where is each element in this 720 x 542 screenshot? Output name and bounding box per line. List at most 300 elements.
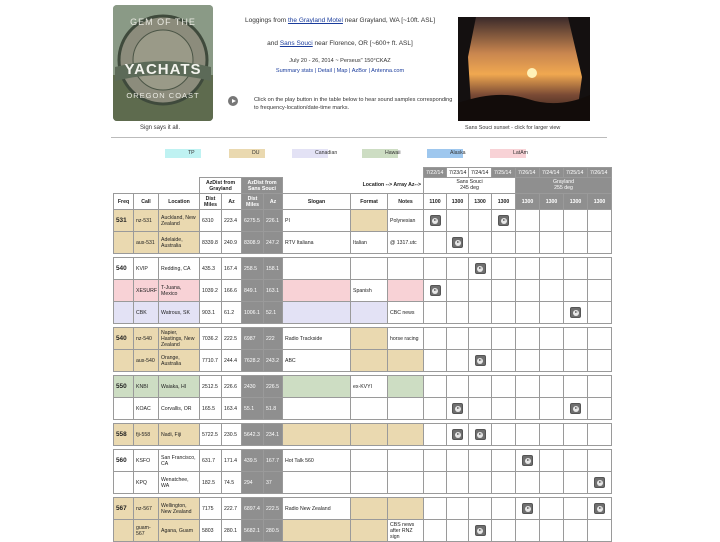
column-header: Call: [134, 194, 159, 210]
cell-slogan: ABC: [283, 350, 351, 372]
cell-play: [540, 498, 564, 520]
cell-play: [540, 424, 564, 446]
cell-play: [540, 280, 564, 302]
cell-a1: 222.5: [222, 328, 242, 350]
play-icon: [501, 218, 507, 224]
cell-play: [424, 350, 447, 372]
table-row: [114, 210, 612, 232]
cell-loc: T-Juana, Mexico: [159, 280, 200, 302]
cell-loc: Agana, Guam: [159, 520, 200, 542]
play-icon: [597, 480, 603, 486]
cell-slogan: [283, 520, 351, 542]
date-header: 7/22/14: [424, 168, 447, 178]
table-row: [114, 280, 612, 302]
grayland-motel-link[interactable]: the Grayland Motel: [288, 17, 343, 24]
cell-d2: 55.1: [242, 398, 264, 420]
cell-freq: 550: [114, 376, 134, 398]
column-header: 1300: [564, 194, 588, 210]
cell-d1: 2512.5: [200, 376, 222, 398]
cell-d1: 8339.8: [200, 232, 222, 254]
play-icon: [477, 528, 483, 534]
play-button[interactable]: [522, 503, 533, 514]
cell-d2: 258.5: [242, 258, 264, 280]
sunset-photo[interactable]: [458, 17, 590, 121]
cell-play: [588, 210, 612, 232]
cell-play: [469, 210, 492, 232]
cell-play: [469, 258, 492, 280]
cell-play: [540, 398, 564, 420]
cell-a1: 222.7: [222, 498, 242, 520]
cell-play: [424, 232, 447, 254]
legend-label: Alaska: [450, 150, 466, 156]
cell-play: [564, 450, 588, 472]
cell-play: [516, 498, 540, 520]
cell-play: [540, 472, 564, 494]
cell-call: guam-567: [134, 520, 159, 542]
cell-freq: 531: [114, 210, 134, 232]
cell-format: [351, 210, 388, 232]
date-header: 7/23/14: [447, 168, 469, 178]
cell-notes: [388, 258, 424, 280]
cell-play: [469, 498, 492, 520]
cell-d1: 5722.5: [200, 424, 222, 446]
column-header: 1300: [469, 194, 492, 210]
cell-play: [516, 424, 540, 446]
cell-play: [516, 520, 540, 542]
cell-slogan: [283, 472, 351, 494]
table-row: [114, 520, 612, 542]
legend-label: Canadian: [315, 150, 338, 156]
cell-play: [447, 424, 469, 446]
play-button[interactable]: [498, 215, 509, 226]
play-button[interactable]: [430, 285, 441, 296]
cell-call: aus-531: [134, 232, 159, 254]
cell-play: [564, 258, 588, 280]
cell-a2: 243.2: [264, 350, 283, 372]
cell-format: [351, 328, 388, 350]
cell-play: [588, 280, 612, 302]
column-header: Notes: [388, 194, 424, 210]
cell-a1: 74.5: [222, 472, 242, 494]
table-row: [114, 376, 612, 398]
cell-d2: 6275.5: [242, 210, 264, 232]
cell-d2: 294: [242, 472, 264, 494]
cell-a2: 37: [264, 472, 283, 494]
cell-d2: 8308.9: [242, 232, 264, 254]
cell-play: [447, 520, 469, 542]
sans-souci-header: [424, 178, 516, 194]
cell-call: KSFO: [134, 450, 159, 472]
cell-play: [447, 376, 469, 398]
cell-format: Spanish: [351, 280, 388, 302]
header-dates: July 20 - 26, 2014 ~ Perseus" 150°CKAZ: [289, 58, 391, 64]
cell-notes: [388, 498, 424, 520]
cell-slogan: RTV Italiana: [283, 232, 351, 254]
cell-format: [351, 498, 388, 520]
cell-call: nz-567: [134, 498, 159, 520]
logo-caption: Sign says it all.: [140, 125, 181, 131]
cell-play: [588, 520, 612, 542]
cell-loc: Napier, Hastings, New Zealand: [159, 328, 200, 350]
cell-freq: 567: [114, 498, 134, 520]
cell-d2: 1006.1: [242, 302, 264, 324]
play-button[interactable]: [475, 525, 486, 536]
header-line-2: [225, 37, 455, 50]
cell-play: [564, 210, 588, 232]
header-nav-links[interactable]: Summary stats | Detail | Map | AzBor | Antenna.com: [275, 68, 405, 74]
column-header: 1300: [516, 194, 540, 210]
column-header: 1300: [540, 194, 564, 210]
cell-slogan: [283, 376, 351, 398]
play-icon: [477, 266, 483, 272]
play-icon: [573, 406, 579, 412]
cell-call: KOAC: [134, 398, 159, 420]
play-icon: [432, 288, 438, 294]
cell-play: [447, 498, 469, 520]
cell-play: [564, 232, 588, 254]
cell-a1: 163.4: [222, 398, 242, 420]
location-array-header: Location --> Array Az-->: [283, 178, 424, 194]
cell-play: [564, 376, 588, 398]
cell-play: [424, 424, 447, 446]
play-hint: [228, 96, 453, 112]
cell-play: [492, 398, 516, 420]
cell-format: [351, 472, 388, 494]
play-button[interactable]: [475, 263, 486, 274]
cell-play: [469, 450, 492, 472]
cell-play: [424, 398, 447, 420]
sans-souci-link[interactable]: Sans Souci: [279, 40, 313, 47]
cell-play: [492, 520, 516, 542]
cell-play: [516, 302, 540, 324]
cell-play: [540, 302, 564, 324]
play-icon: [228, 96, 238, 106]
sunset-caption: Sans Souci sunset - click for larger view: [465, 125, 561, 131]
cell-call: nz-540: [134, 328, 159, 350]
cell-play: [540, 450, 564, 472]
cell-freq: [114, 520, 134, 542]
play-icon: [477, 432, 483, 438]
cell-call: KVIP: [134, 258, 159, 280]
table-row: [114, 302, 612, 324]
cell-notes: [388, 376, 424, 398]
cell-play: [516, 258, 540, 280]
cell-play: [492, 498, 516, 520]
column-header: 1100: [424, 194, 447, 210]
cell-call: XESURF: [134, 280, 159, 302]
cell-freq: 540: [114, 328, 134, 350]
column-header: Location: [159, 194, 200, 210]
cell-play: [516, 472, 540, 494]
cell-slogan: [283, 424, 351, 446]
cell-play: [588, 472, 612, 494]
play-button[interactable]: [452, 429, 463, 440]
cell-play: [516, 280, 540, 302]
column-header: Freq: [114, 194, 134, 210]
table-row: [114, 424, 612, 446]
cell-d1: 182.5: [200, 472, 222, 494]
cell-d2: 5682.1: [242, 520, 264, 542]
cell-play: [588, 232, 612, 254]
cell-play: [492, 376, 516, 398]
cell-a2: 222: [264, 328, 283, 350]
cell-play: [447, 258, 469, 280]
cell-loc: Nadi, Fiji: [159, 424, 200, 446]
cell-format: [351, 350, 388, 372]
cell-play: [564, 424, 588, 446]
cell-play: [492, 258, 516, 280]
header-line-2-prefix: and: [267, 40, 280, 47]
cell-format: [351, 398, 388, 420]
cell-notes: CBS news after RNZ sign: [388, 520, 424, 542]
cell-d2: 2430: [242, 376, 264, 398]
grayland-deg: 255 deg: [554, 184, 573, 191]
cell-slogan: [283, 258, 351, 280]
column-header: Dist Miles: [242, 194, 264, 210]
table-body: [114, 210, 612, 542]
date-header: 7/26/14: [516, 168, 540, 178]
cell-play: [540, 376, 564, 398]
cell-a2: 222.5: [264, 498, 283, 520]
sans-souci-label: Sans Souci: [456, 179, 483, 185]
table-row: [114, 328, 612, 350]
cell-play: [492, 424, 516, 446]
cell-play: [564, 398, 588, 420]
cell-a2: 280.5: [264, 520, 283, 542]
cell-play: [469, 520, 492, 542]
cell-d2: 6897.4: [242, 498, 264, 520]
cell-play: [588, 498, 612, 520]
cell-play: [469, 472, 492, 494]
play-button[interactable]: [570, 403, 581, 414]
table-row: [114, 398, 612, 420]
cell-play: [588, 424, 612, 446]
cell-notes: Polynesian: [388, 210, 424, 232]
cell-play: [540, 520, 564, 542]
column-header: Slogan: [283, 194, 351, 210]
cell-a2: 163.1: [264, 280, 283, 302]
column-header: Format: [351, 194, 388, 210]
cell-slogan: PI: [283, 210, 351, 232]
cell-play: [492, 280, 516, 302]
cell-a2: 234.1: [264, 424, 283, 446]
play-button[interactable]: [594, 503, 605, 514]
cell-play: [469, 424, 492, 446]
sanssouci-az-header: AzDist from Sans Souci: [242, 178, 283, 194]
cell-loc: Orange, Australia: [159, 350, 200, 372]
cell-play: [588, 376, 612, 398]
play-button[interactable]: [475, 429, 486, 440]
cell-play: [469, 398, 492, 420]
cell-d1: 1039.2: [200, 280, 222, 302]
cell-a1: 226.6: [222, 376, 242, 398]
cell-play: [516, 328, 540, 350]
cell-notes: [388, 450, 424, 472]
date-header: 7/24/14: [469, 168, 492, 178]
date-header: 7/26/14: [588, 168, 612, 178]
cell-play: [516, 350, 540, 372]
cell-play: [424, 450, 447, 472]
play-button[interactable]: [430, 215, 441, 226]
cell-play: [540, 258, 564, 280]
cell-a1: 280.1: [222, 520, 242, 542]
cell-play: [492, 302, 516, 324]
table-row: [114, 498, 612, 520]
cell-a2: 226.5: [264, 376, 283, 398]
grayland-az-header: AzDist from Grayland: [200, 178, 242, 194]
legend-label: LatAm: [513, 150, 528, 156]
cell-d2: 7628.2: [242, 350, 264, 372]
page-header: [225, 14, 455, 76]
play-button[interactable]: [452, 403, 463, 414]
legend-label: Hawaii: [385, 150, 401, 156]
cell-play: [424, 520, 447, 542]
cell-play: [540, 232, 564, 254]
header-line-1-prefix: Loggings from: [245, 17, 288, 24]
cell-freq: [114, 232, 134, 254]
cell-freq: 558: [114, 424, 134, 446]
play-button[interactable]: [570, 307, 581, 318]
play-button[interactable]: [522, 455, 533, 466]
column-header: Dist Miles: [200, 194, 222, 210]
play-button[interactable]: [594, 477, 605, 488]
cell-a2: 167.7: [264, 450, 283, 472]
cell-freq: [114, 398, 134, 420]
cell-freq: [114, 302, 134, 324]
cell-loc: Wellington, New Zealand: [159, 498, 200, 520]
cell-loc: Auckland, New Zealand: [159, 210, 200, 232]
cell-play: [588, 450, 612, 472]
cell-play: [588, 302, 612, 324]
cell-slogan: [283, 398, 351, 420]
cell-slogan: [283, 280, 351, 302]
cell-play: [564, 302, 588, 324]
cell-play: [588, 398, 612, 420]
cell-play: [516, 232, 540, 254]
cell-play: [516, 376, 540, 398]
cell-play: [469, 280, 492, 302]
cell-slogan: Radio New Zealand: [283, 498, 351, 520]
logo-bottom-text: OREGON COAST: [126, 91, 200, 100]
cell-notes: horse racing: [388, 328, 424, 350]
cell-loc: Wenatchee, WA: [159, 472, 200, 494]
cell-loc: Watrous, SK: [159, 302, 200, 324]
play-icon: [597, 506, 603, 512]
cell-play: [564, 520, 588, 542]
cell-a1: 244.4: [222, 350, 242, 372]
cell-play: [492, 450, 516, 472]
cell-play: [447, 450, 469, 472]
table-row: [114, 350, 612, 372]
play-icon: [525, 506, 531, 512]
play-icon: [455, 432, 461, 438]
cell-format: [351, 302, 388, 324]
cell-loc: Corvallis, OR: [159, 398, 200, 420]
sans-souci-deg: 245 deg: [460, 184, 479, 191]
cell-play: [588, 350, 612, 372]
cell-play: [564, 350, 588, 372]
table-row: [114, 258, 612, 280]
cell-play: [492, 328, 516, 350]
cell-play: [469, 350, 492, 372]
cell-format: [351, 450, 388, 472]
header-line-1: [225, 14, 455, 27]
cell-format: [351, 520, 388, 542]
play-icon: [455, 406, 461, 412]
legend-label: DU: [252, 150, 260, 156]
cell-play: [540, 210, 564, 232]
cell-d1: 435.3: [200, 258, 222, 280]
cell-freq: [114, 472, 134, 494]
cell-call: fji-558: [134, 424, 159, 446]
play-hint-text: Click on the play button in the table below to hear sound samples corresponding to frequency-location/date-time marks.: [254, 97, 453, 111]
cell-play: [447, 398, 469, 420]
column-header: 1300: [492, 194, 516, 210]
cell-a1: 167.4: [222, 258, 242, 280]
cell-play: [540, 328, 564, 350]
cell-d2: 6987: [242, 328, 264, 350]
table-row: [114, 472, 612, 494]
cell-d1: 7036.2: [200, 328, 222, 350]
play-icon: [525, 458, 531, 464]
cell-d1: 903.1: [200, 302, 222, 324]
cell-slogan: [283, 302, 351, 324]
cell-play: [424, 280, 447, 302]
cell-a1: 171.4: [222, 450, 242, 472]
cell-format: [351, 258, 388, 280]
cell-notes: [388, 280, 424, 302]
cell-loc: Adelaide, Australia: [159, 232, 200, 254]
cell-play: [447, 350, 469, 372]
legend-label: TP: [188, 150, 195, 156]
cell-loc: Waiaka, HI: [159, 376, 200, 398]
play-icon: [455, 240, 461, 246]
cell-d1: 7710.7: [200, 350, 222, 372]
cell-play: [424, 328, 447, 350]
cell-a1: 61.2: [222, 302, 242, 324]
play-button[interactable]: [475, 355, 486, 366]
cell-play: [424, 498, 447, 520]
cell-a1: 240.9: [222, 232, 242, 254]
cell-play: [424, 472, 447, 494]
cell-notes: CBC news: [388, 302, 424, 324]
cell-a2: 226.1: [264, 210, 283, 232]
cell-call: nz-531: [134, 210, 159, 232]
cell-play: [540, 350, 564, 372]
cell-notes: [388, 472, 424, 494]
date-header: 7/25/14: [564, 168, 588, 178]
cell-play: [564, 328, 588, 350]
cell-play: [564, 498, 588, 520]
cell-play: [424, 258, 447, 280]
header-line-1-suffix: near Grayland, WA [~10ft. ASL]: [342, 17, 435, 24]
cell-call: CBK: [134, 302, 159, 324]
cell-call: KNBI: [134, 376, 159, 398]
grayland-header: [516, 178, 612, 194]
legend-swatch: [165, 149, 201, 158]
cell-d1: 165.5: [200, 398, 222, 420]
cell-a2: 247.2: [264, 232, 283, 254]
play-button[interactable]: [452, 237, 463, 248]
cell-play: [447, 210, 469, 232]
column-header: 1300: [588, 194, 612, 210]
cell-play: [492, 232, 516, 254]
cell-format: ex-KVYI: [351, 376, 388, 398]
loggings-table: [113, 167, 612, 542]
cell-play: [492, 210, 516, 232]
cell-freq: [114, 350, 134, 372]
cell-call: aus-540: [134, 350, 159, 372]
